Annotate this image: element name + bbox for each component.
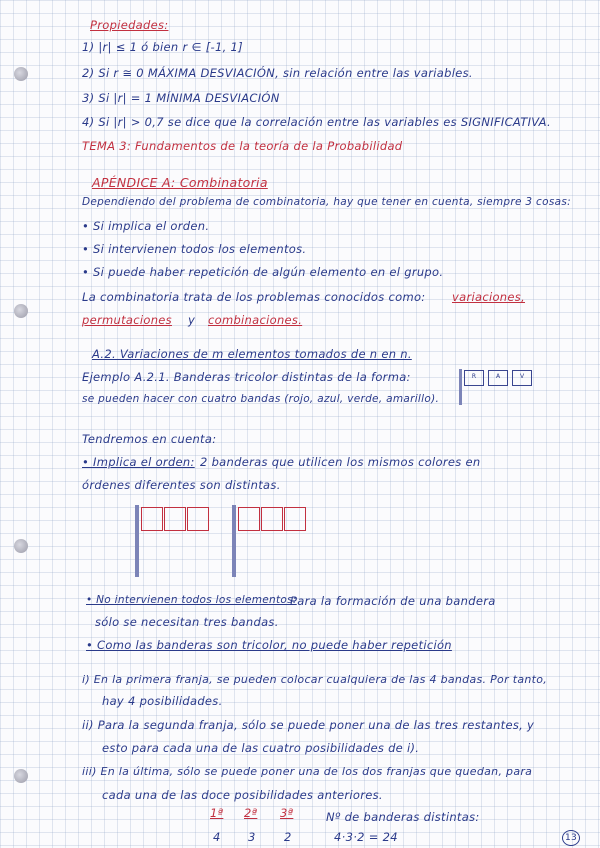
small-flag-band-3: V — [512, 370, 532, 386]
property-3: 3) Si |r| = 1 MÍNIMA DESVIACIÓN — [82, 91, 280, 105]
franja-3-label: 3ª — [280, 806, 294, 820]
term-combinaciones: combinaciones. — [208, 313, 303, 327]
binder-hole — [14, 67, 28, 81]
properties-heading: Propiedades: — [90, 18, 169, 32]
term-y: y — [188, 313, 196, 327]
implica-orden-label: • Implica el orden: — [82, 455, 195, 469]
step-iii: iii) En la última, sólo se puede poner una de los dos franjas que quedan, para — [82, 765, 533, 778]
flag-2-pole — [232, 505, 236, 577]
step-iii-cont: cada una de las doce posibilidades anteriores. — [102, 788, 383, 802]
flag-1-band-1 — [141, 507, 163, 531]
bullet-orden: • Si implica el orden. — [82, 219, 210, 233]
flag-1-band-3 — [187, 507, 209, 531]
section-a2-heading: A.2. Variaciones de m elementos tomados de n en n. — [92, 347, 412, 361]
property-1: 1) |r| ≤ 1 ó bien r ∈ [-1, 1] — [82, 40, 243, 54]
result-formula: 4·3·2 = 24 — [334, 830, 398, 844]
example-cuatro-bandas: se pueden hacer con cuatro bandas (rojo, azul, verde, amarillo). — [82, 393, 440, 405]
franja-1-value: 4 — [213, 830, 221, 844]
tema-3-title: TEMA 3: Fundamentos de la teoría de la Probabilidad — [82, 139, 403, 153]
franja-2-value: 3 — [248, 830, 256, 844]
franja-3-value: 2 — [284, 830, 292, 844]
flag-1-pole — [135, 505, 139, 577]
binder-hole — [14, 769, 28, 783]
term-variaciones: variaciones, — [452, 290, 525, 304]
franja-1-label: 1ª — [210, 806, 224, 820]
bullet-elementos: • Si intervienen todos los elementos. — [82, 242, 307, 256]
small-flag-band-2: A — [488, 370, 508, 386]
flag-2-band-2 — [261, 507, 283, 531]
no-repeticion: • Como las banderas son tricolor, no puede haber repetición — [86, 638, 452, 652]
small-flag-band-1: R — [464, 370, 484, 386]
flag-2-band-3 — [284, 507, 306, 531]
step-ii-cont: esto para cada una de las cuatro posibilidades de i). — [102, 741, 420, 755]
step-ii: ii) Para la segunda franja, sólo se puede poner una de las tres restantes, y — [82, 718, 535, 732]
term-permutaciones: permutaciones — [82, 313, 172, 327]
combinatoria-intro: Dependiendo del problema de combinatoria, hay que tener en cuenta, siempre 3 cosas: — [82, 196, 571, 208]
flag-1-band-2 — [164, 507, 186, 531]
tres-bandas: sólo se necesitan tres bandas. — [95, 615, 279, 629]
page-number: 13 — [562, 830, 580, 846]
no-intervienen-label: • No intervienen todos los elementos: — [86, 594, 297, 606]
combinatoria-trata: La combinatoria trata de los problemas conocidos como: — [82, 290, 426, 304]
no-intervienen-text: Para la formación de una bandera — [290, 594, 496, 608]
bullet-repeticion: • Si puede haber repetición de algún elemento en el grupo. — [82, 265, 444, 279]
step-i: i) En la primera franja, se pueden colocar cualquiera de las 4 bandas. Por tanto, — [82, 673, 548, 686]
step-i-cont: hay 4 posibilidades. — [102, 694, 223, 708]
ordenes-diferentes: órdenes diferentes son distintas. — [82, 478, 281, 492]
small-flag-pole — [459, 369, 462, 405]
implica-orden-text: 2 banderas que utilicen los mismos colores en — [200, 455, 481, 469]
property-4: 4) Si |r| > 0,7 se dice que la correlación entre las variables es SIGNIFICATIVA. — [82, 115, 551, 129]
num-banderas-label: Nº de banderas distintas: — [326, 810, 480, 824]
example-a21: Ejemplo A.2.1. Banderas tricolor distintas de la forma: — [82, 370, 411, 384]
tendremos-en-cuenta: Tendremos en cuenta: — [82, 432, 217, 446]
appendix-heading: APÉNDICE A: Combinatoria — [92, 175, 268, 190]
flag-2-band-1 — [238, 507, 260, 531]
binder-hole — [14, 539, 28, 553]
property-2: 2) Si r ≅ 0 MÁXIMA DESVIACIÓN, sin relación entre las variables. — [82, 66, 473, 80]
franja-2-label: 2ª — [244, 806, 258, 820]
binder-hole — [14, 304, 28, 318]
